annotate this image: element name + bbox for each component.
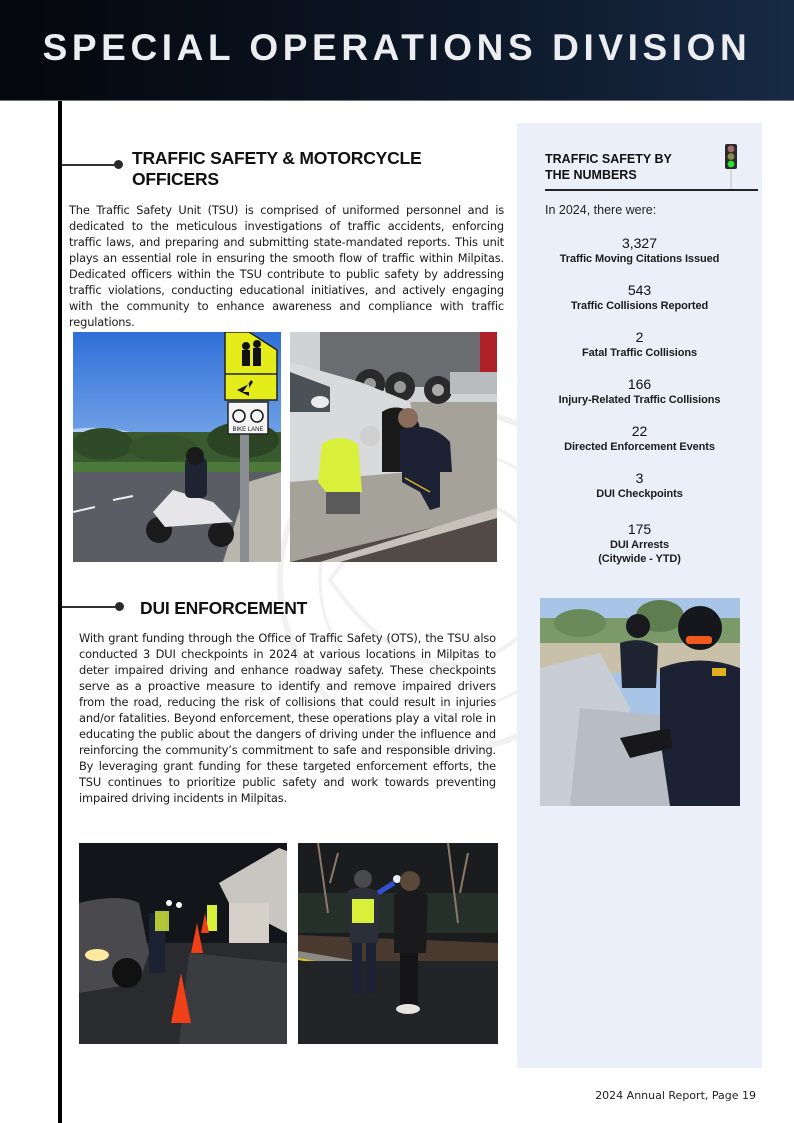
stat-sublabel: (Citywide - YTD) [598,553,681,565]
stat-value: 166 [627,376,652,392]
officer-and-worker-inspecting-car-wheel-photo [290,332,497,562]
stat-label: DUI Arrests [609,539,669,551]
motorcycle-officer-by-school-crossing-sign-photo [73,332,281,562]
stat-directed-enforcement [517,423,762,454]
stat-fatal-collisions [517,329,762,360]
section-connector-dot [115,602,124,611]
stat-label: Fatal Traffic Collisions [582,347,697,359]
traffic-safety-body: The Traffic Safety Unit (TSU) is comprised of uniformed personnel and is dedicated to the meticulous investigations of traffic accidents, enforcing traffic laws, and preparing and submitting state-mandated reports. This unit plays an essential role in ensuring the smooth flow of traffic within Milpitas. Dedicated officers within the TSU contribute to public safety by addressing traffic violations, conducting educational initiatives, and actively engaging with the community to enhance awareness and compliance with traffic regulations. [69,203,504,329]
dui-enforcement-heading: DUI ENFORCEMENT [140,598,308,618]
section-connector-line [62,164,118,166]
stat-dui-arrests [517,521,762,566]
stat-moving-citations [517,235,762,266]
stat-label: DUI Checkpoints [596,488,683,500]
section-connector-line [62,606,120,608]
section-connector-dot [114,160,123,169]
dui-enforcement-body: With grant funding through the Office of Traffic Safety (OTS), the TSU also conducted 3 DUI checkpoints in 2024 at various locations in Milpitas to deter impaired driving and enhance roadway safety. These checkpoints serve as a proactive measure to identify and remove impaired drivers from the road, reducing the risk of collisions that could result in injuries and/or fatalities. Beyond enforcement, these operations play a vital role in educating the public about the dangers of driving under the influence and reinforcing the community’s commitment to safe and responsible driving. By leveraging grant funding for these targeted enforcement efforts, the TSU continues to prioritize public safety and work towards preventing impaired driving incidents in Milpitas. [79,631,496,805]
traffic-safety-stats-panel [517,123,762,1068]
stat-value: 3,327 [621,235,658,251]
stat-value: 2 [635,329,644,345]
svg-text:BIKE LANE: BIKE LANE [232,427,264,433]
stat-dui-checkpoints [517,470,762,501]
stat-collisions-reported [517,282,762,313]
night-dui-checkpoint-with-cones-photo [79,843,287,1044]
heading-line: TRAFFIC SAFETY & MOTORCYCLE [132,148,422,168]
stat-value: 3 [635,470,644,486]
stat-value: 175 [627,521,652,537]
page-title: SPECIAL OPERATIONS DIVISION [42,27,752,68]
stat-label: Directed Enforcement Events [564,441,715,453]
stats-intro: In 2024, there were: [545,203,657,217]
stats-title-line: TRAFFIC SAFETY BY [545,152,672,166]
page-header-banner [0,0,794,101]
traffic-light-icon [722,143,740,191]
stat-label: Injury-Related Traffic Collisions [558,394,721,406]
page-footer: 2024 Annual Report, Page 19 [595,1089,756,1102]
stats-title-line: THE NUMBERS [545,168,637,182]
heading-line: OFFICERS [132,169,219,189]
stats-panel-divider [545,189,758,191]
stat-label: Traffic Moving Citations Issued [559,253,720,265]
stat-label: Traffic Collisions Reported [570,300,709,312]
stats-panel-title [545,151,705,183]
officer-conducting-sobriety-test-photo [298,843,498,1044]
timeline-rail [58,101,62,1123]
stat-value: 543 [627,282,652,298]
motorcycle-officers-photo [540,598,740,806]
stat-injury-collisions [517,376,762,407]
stat-value: 22 [631,423,648,439]
traffic-safety-heading [132,148,492,190]
